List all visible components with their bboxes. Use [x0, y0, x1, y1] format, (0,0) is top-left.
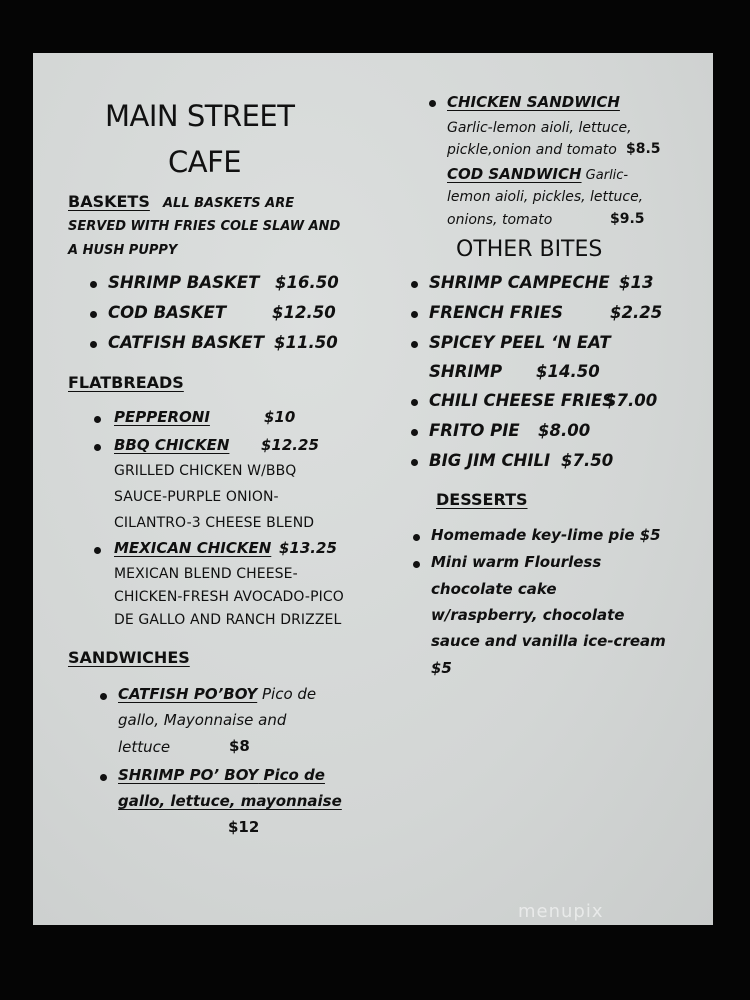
- other-bite-chili-cheese-name: CHILI CHEESE FRIES: [429, 391, 615, 410]
- other-bite-frito-name: FRITO PIE: [429, 421, 520, 440]
- baskets-note-line3: A HUSH PUPPY: [68, 243, 178, 258]
- bullet-icon: [413, 561, 420, 568]
- chicken-sandwich-price: $8.5: [626, 141, 661, 157]
- bullet-icon: [94, 416, 101, 423]
- cod-sandwich-desc1: lemon aioli, pickles, lettuce,: [447, 189, 644, 205]
- sandwich-shrimp-price: $12: [228, 818, 260, 836]
- sandwich-shrimp-line1: [118, 765, 325, 784]
- baskets-section: [68, 192, 294, 211]
- flatbread-bbq-desc2: SAUCE-PURPLE ONION-: [114, 489, 279, 505]
- baskets-header: BASKETS: [68, 192, 150, 211]
- flatbread-bbq-name: BBQ CHICKEN: [114, 436, 230, 454]
- other-bite-chili-name: BIG JIM CHILI: [429, 451, 551, 470]
- basket-item-cod-price: $12.50: [272, 303, 336, 322]
- basket-item-catfish-price: $11.50: [274, 333, 338, 352]
- bullet-icon: [90, 341, 97, 348]
- sandwich-catfish-price: $8: [229, 737, 250, 755]
- sandwich-shrimp-name: SHRIMP PO’ BOY: [118, 766, 259, 784]
- chicken-sandwich-desc1: Garlic-lemon aioli, lettuce,: [447, 120, 632, 136]
- other-bite-fries-name: FRENCH FRIES: [429, 303, 563, 322]
- dessert-cake-line1: Mini warm Flourless: [431, 553, 602, 571]
- other-bite-chili-cheese-price: $7.00: [605, 391, 658, 410]
- flatbread-mexican-desc3: DE GALLO AND RANCH DRIZZEL: [114, 612, 342, 628]
- menu-page: [33, 53, 713, 925]
- sandwich-shrimp-desc2: gallo, lettuce, mayonnaise: [118, 792, 342, 810]
- bullet-icon: [94, 444, 101, 451]
- baskets-note-line1: ALL BASKETS ARE: [162, 196, 295, 211]
- dessert-cake-line4: sauce and vanilla ice-cream: [431, 632, 666, 650]
- flatbreads-header: FLATBREADS: [68, 373, 184, 392]
- flatbread-mexican-price: $13.25: [279, 539, 337, 557]
- dessert-cake-line2: chocolate cake: [431, 580, 557, 598]
- flatbread-pepperoni-name: PEPPERONI: [114, 408, 210, 426]
- desserts-header: DESSERTS: [436, 490, 528, 509]
- flatbread-bbq-desc3: CILANTRO-3 CHEESE BLEND: [114, 515, 315, 531]
- bullet-icon: [94, 547, 101, 554]
- sandwich-catfish-name: CATFISH PO’BOY: [118, 685, 258, 703]
- menu-title-line1: MAIN STREET: [105, 99, 295, 133]
- bullet-icon: [100, 774, 107, 781]
- cod-sandwich-price: $9.5: [610, 211, 645, 227]
- menupix-watermark: menupix: [518, 901, 604, 922]
- sandwich-catfish-desc1: Pico de: [257, 685, 317, 703]
- sandwiches-header: SANDWICHES: [68, 648, 190, 667]
- bullet-icon: [90, 281, 97, 288]
- bullet-icon: [411, 459, 418, 466]
- dessert-cake-line5: $5: [431, 659, 452, 677]
- bullet-icon: [429, 100, 436, 107]
- flatbread-mexican-desc1: MEXICAN BLEND CHEESE-: [114, 566, 298, 582]
- cod-sandwich-desc2: onions, tomato: [447, 212, 553, 228]
- bullet-icon: [413, 534, 420, 541]
- basket-item-cod-name: COD BASKET: [108, 303, 227, 322]
- baskets-note-line2: SERVED WITH FRIES COLE SLAW AND: [68, 219, 341, 234]
- chicken-sandwich-desc2: pickle,onion and tomato: [447, 142, 617, 158]
- sandwich-catfish-desc2: gallo, Mayonnaise and: [118, 711, 287, 729]
- dessert-keylime: Homemade key-lime pie $5: [431, 526, 661, 544]
- other-bite-peel-name: SPICEY PEEL ‘N EAT: [429, 333, 611, 352]
- other-bites-header: OTHER BITES: [456, 237, 603, 262]
- cod-sandwich-line1: [447, 164, 628, 183]
- sandwich-catfish-line1: [118, 684, 316, 703]
- flatbread-bbq-desc1: GRILLED CHICKEN W/BBQ: [114, 463, 297, 479]
- flatbread-bbq-price: $12.25: [261, 436, 319, 454]
- sandwich-catfish-desc3: lettuce: [118, 738, 171, 756]
- bullet-icon: [411, 311, 418, 318]
- bullet-icon: [411, 281, 418, 288]
- other-bite-campeche-price: $13: [619, 273, 654, 292]
- other-bite-peel-name2: SHRIMP: [429, 362, 503, 381]
- sandwich-shrimp-desc1: Pico de: [258, 766, 325, 784]
- other-bite-chili-price: $7.50: [561, 451, 614, 470]
- other-bite-peel-price: $14.50: [536, 362, 600, 381]
- bullet-icon: [100, 693, 107, 700]
- bullet-icon: [411, 429, 418, 436]
- menu-title-line2: CAFE: [168, 145, 242, 179]
- other-bite-fries-price: $2.25: [610, 303, 663, 322]
- basket-item-shrimp-name: SHRIMP BASKET: [108, 273, 260, 292]
- bullet-icon: [411, 341, 418, 348]
- flatbread-mexican-desc2: CHICKEN-FRESH AVOCADO-PICO: [114, 589, 344, 605]
- chicken-sandwich-name: CHICKEN SANDWICH: [447, 93, 620, 111]
- flatbread-mexican-name: MEXICAN CHICKEN: [114, 539, 272, 557]
- cod-sandwich-name: COD SANDWICH: [447, 165, 582, 183]
- bullet-icon: [411, 399, 418, 406]
- other-bite-frito-price: $8.00: [538, 421, 591, 440]
- dessert-cake-line3: w/raspberry, chocolate: [431, 606, 625, 624]
- basket-item-shrimp-price: $16.50: [275, 273, 339, 292]
- flatbread-pepperoni-price: $10: [264, 408, 296, 426]
- basket-item-catfish-name: CATFISH BASKET: [108, 333, 264, 352]
- bullet-icon: [90, 311, 97, 318]
- other-bite-campeche-name: SHRIMP CAMPECHE: [429, 273, 610, 292]
- cod-sandwich-desc0: Garlic-: [581, 168, 629, 183]
